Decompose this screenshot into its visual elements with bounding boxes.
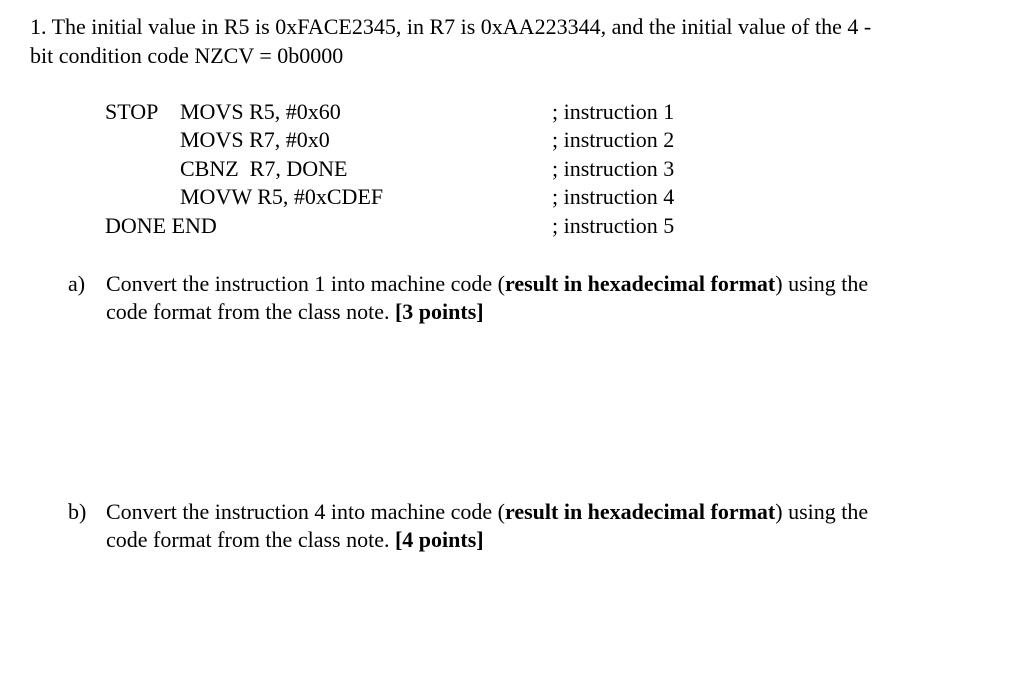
question-text: ) using the bbox=[775, 271, 869, 296]
code-label: STOP bbox=[105, 99, 159, 124]
question-body bbox=[106, 498, 986, 554]
code-comment: ; instruction 3 bbox=[552, 156, 675, 181]
question-line-1 bbox=[106, 270, 986, 298]
question-marker: b) bbox=[68, 499, 87, 524]
question-points: [4 points] bbox=[394, 527, 484, 552]
question-points: [3 points] bbox=[394, 299, 484, 324]
question-text: Convert the instruction 1 into machine code ( bbox=[106, 271, 505, 296]
question-line-1 bbox=[106, 498, 986, 526]
code-instruction: MOVW R5, #0xCDEF bbox=[180, 184, 384, 209]
code-line-3 bbox=[0, 155, 1024, 183]
code-instruction: MOVS R5, #0x60 bbox=[180, 99, 341, 124]
code-comment: ; instruction 2 bbox=[552, 127, 675, 152]
question-line-2 bbox=[106, 298, 986, 326]
code-comment: ; instruction 5 bbox=[552, 213, 675, 238]
assembly-code-block bbox=[0, 98, 1024, 248]
question-text: code format from the class note. bbox=[106, 527, 395, 552]
problem-intro bbox=[30, 12, 1005, 70]
intro-line-2: bit condition code NZCV = 0b0000 bbox=[30, 43, 344, 68]
question-emphasis: result in hexadecimal format bbox=[504, 499, 776, 524]
code-comment: ; instruction 4 bbox=[552, 184, 675, 209]
code-line-4 bbox=[0, 183, 1024, 211]
code-comment: ; instruction 1 bbox=[552, 99, 675, 124]
intro-line-1: 1. The initial value in R5 is 0xFACE2345, in R7 is 0xAA223344, and the initial value of the 4 - bbox=[30, 14, 872, 39]
question-line-2 bbox=[106, 526, 986, 554]
question-text: code format from the class note. bbox=[106, 299, 395, 324]
question-marker: a) bbox=[68, 271, 86, 296]
code-instruction: CBNZ R7, DONE bbox=[180, 156, 348, 181]
code-label: DONE END bbox=[105, 213, 217, 238]
code-instruction: MOVS R7, #0x0 bbox=[180, 127, 330, 152]
question-text: Convert the instruction 4 into machine code ( bbox=[106, 499, 505, 524]
code-line-1 bbox=[0, 98, 1024, 126]
code-line-5 bbox=[0, 212, 1024, 240]
question-text: ) using the bbox=[775, 499, 869, 524]
question-emphasis: result in hexadecimal format bbox=[504, 271, 776, 296]
code-line-2 bbox=[0, 126, 1024, 154]
question-body bbox=[106, 270, 986, 326]
